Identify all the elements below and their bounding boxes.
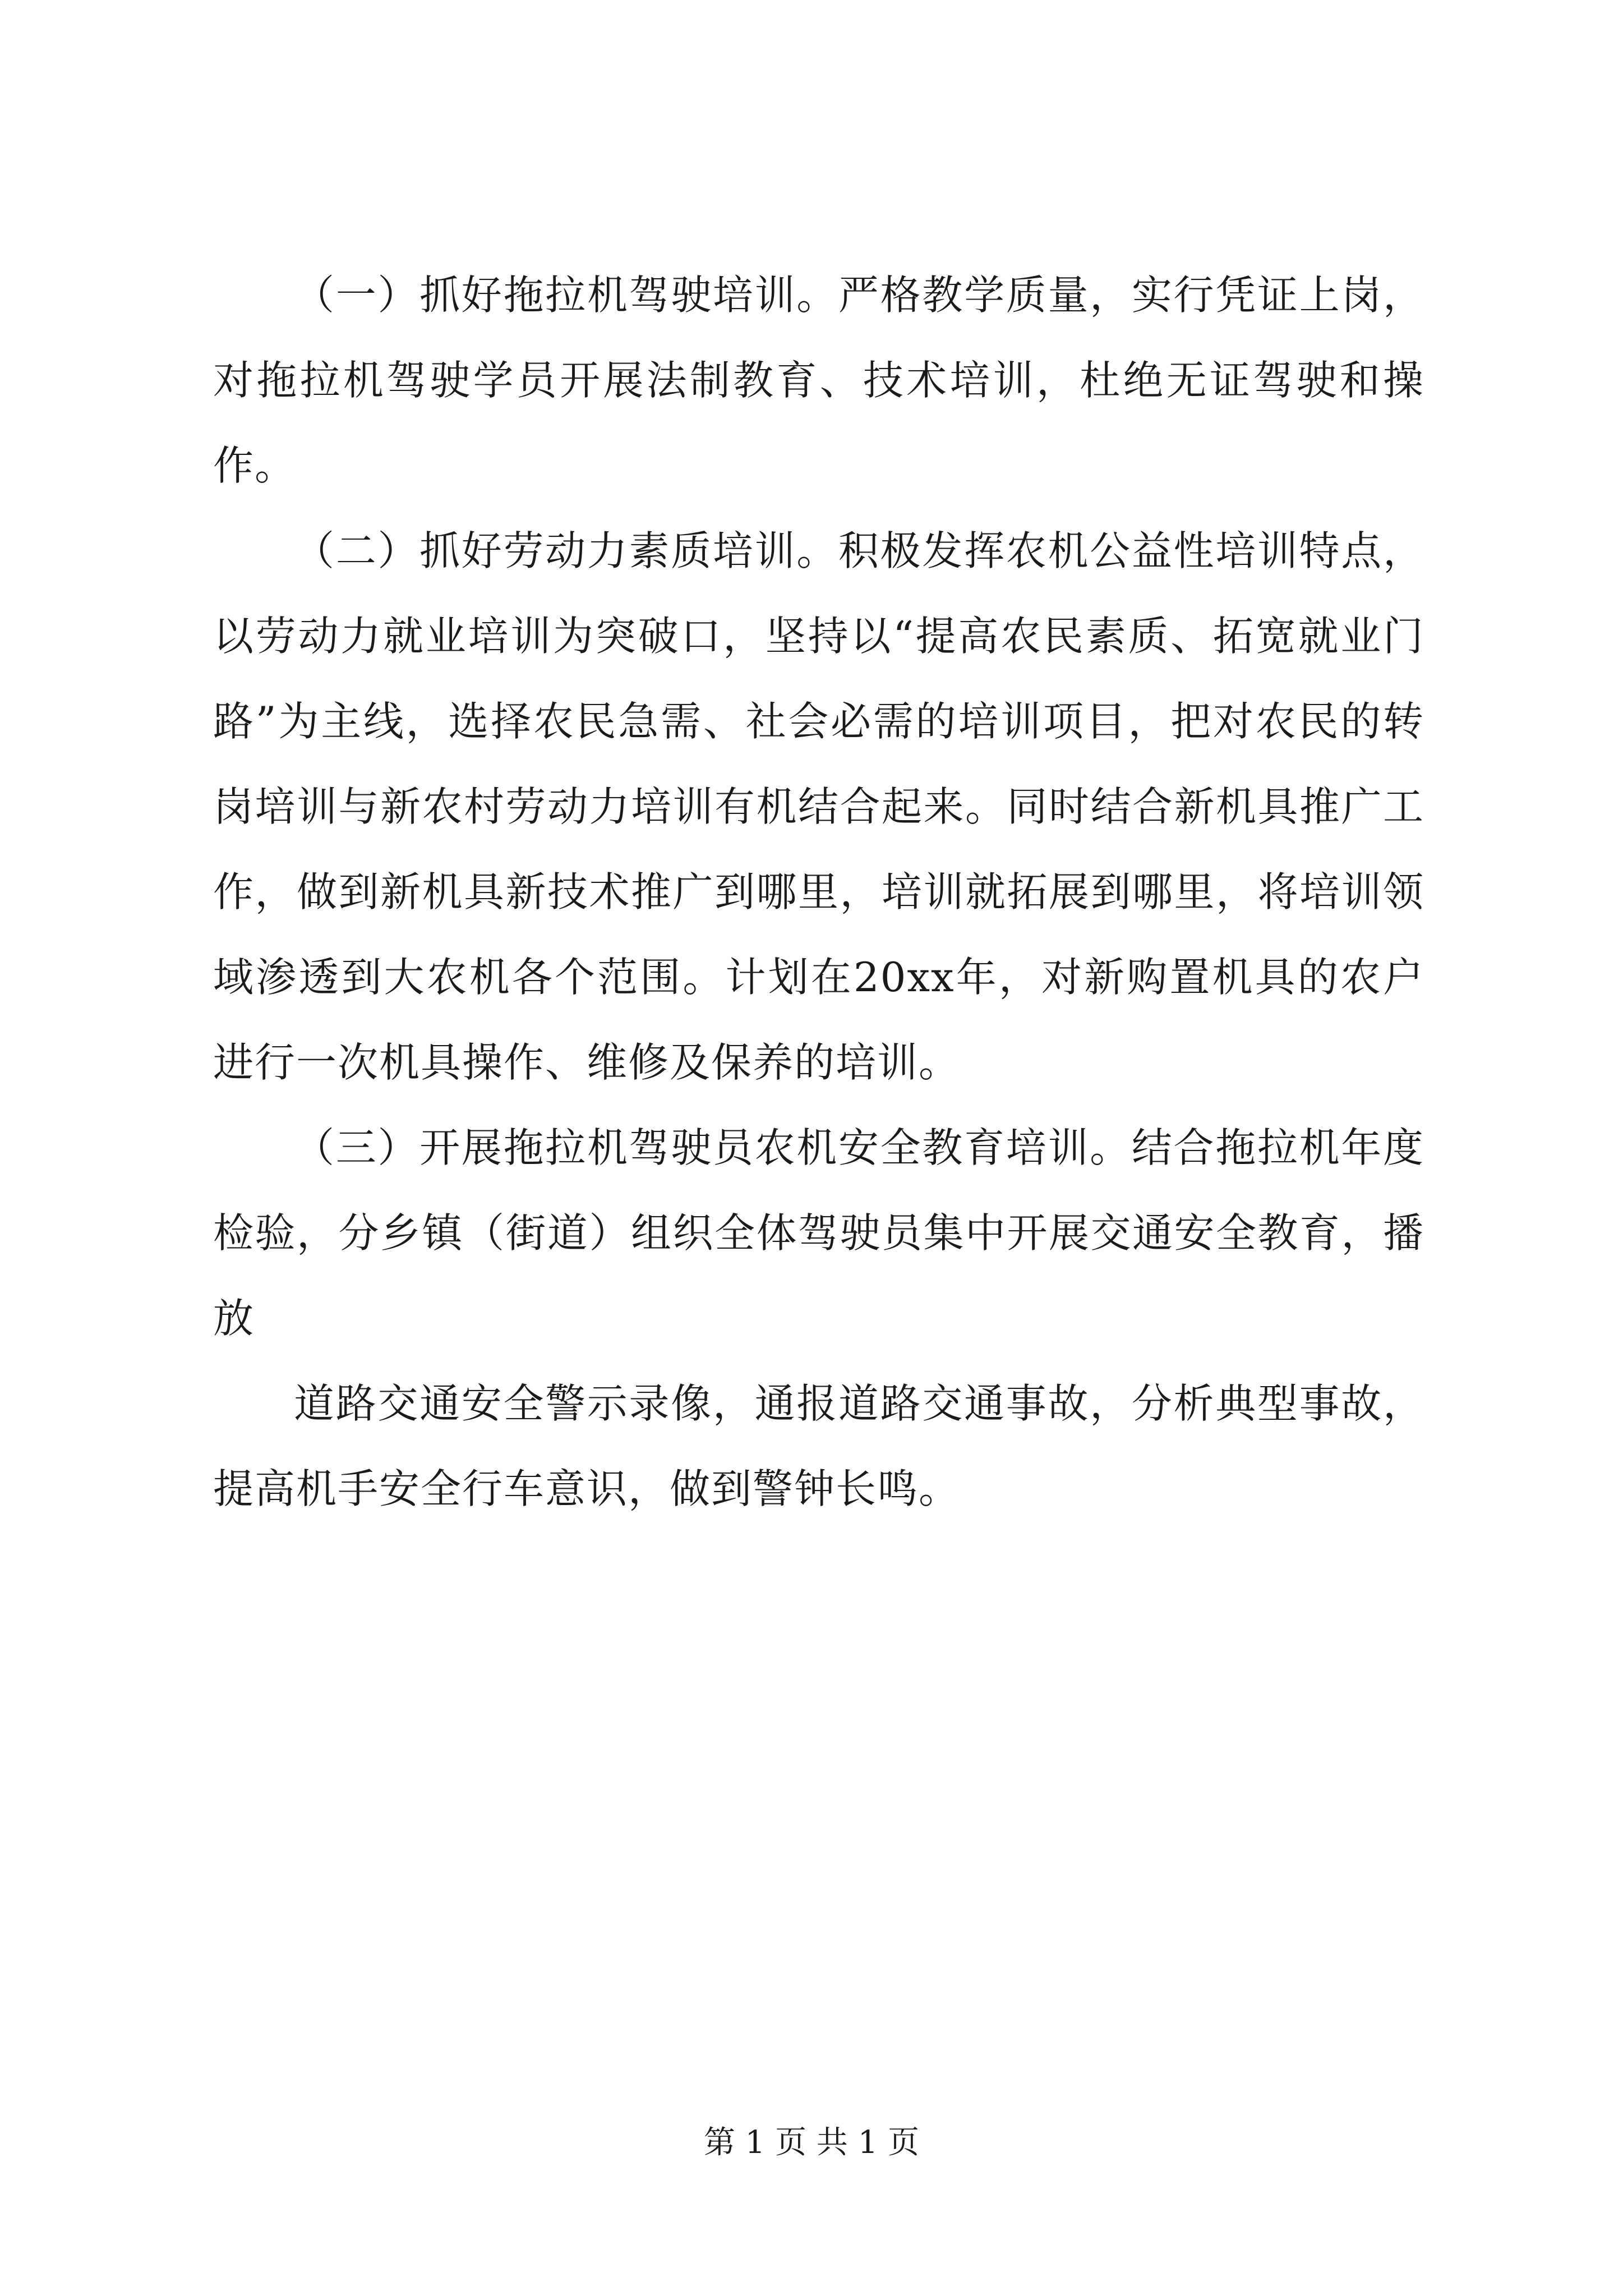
page-number-footer: 第 1 页 共 1 页 xyxy=(703,2124,920,2161)
paragraph-safety-education-training: （三）开展拖拉机驾驶员农机安全教育培训。结合拖拉机年度检验，分乡镇（街道）组织全体驾驶员集中开展交通安全教育，播放 xyxy=(213,1124,1424,1342)
document-body xyxy=(213,252,1424,1531)
paragraph-labor-quality-training: （二）抓好劳动力素质培训。积极发挥农机公益性培训特点，以劳动力就业培训为突破口，坚持以“提高农民素质、拓宽就业门路”为主线，选择农民急需、社会必需的培训项目，把对农民的转岗培训与新农村劳动力培训有机结合起来。同时结合新机具推广工作，做到新机具新技术推广到哪里，培训就拓展到哪里，将培训领域渗透到大农机各个范围。计划在20xx年，对新购置机具的农户进行一次机具操作、维修及保养的培训。 xyxy=(213,527,1424,1086)
paragraph-tractor-driving-training: （一）抓好拖拉机驾驶培训。严格教学质量，实行凭证上岗，对拖拉机驾驶学员开展法制教育、技术培训，杜绝无证驾驶和操作。 xyxy=(213,272,1424,489)
paragraph-traffic-safety-continuation: 道路交通安全警示录像，通报道路交通事故，分析典型事故，提高机手安全行车意识，做到警钟长鸣。 xyxy=(213,1380,1424,1512)
